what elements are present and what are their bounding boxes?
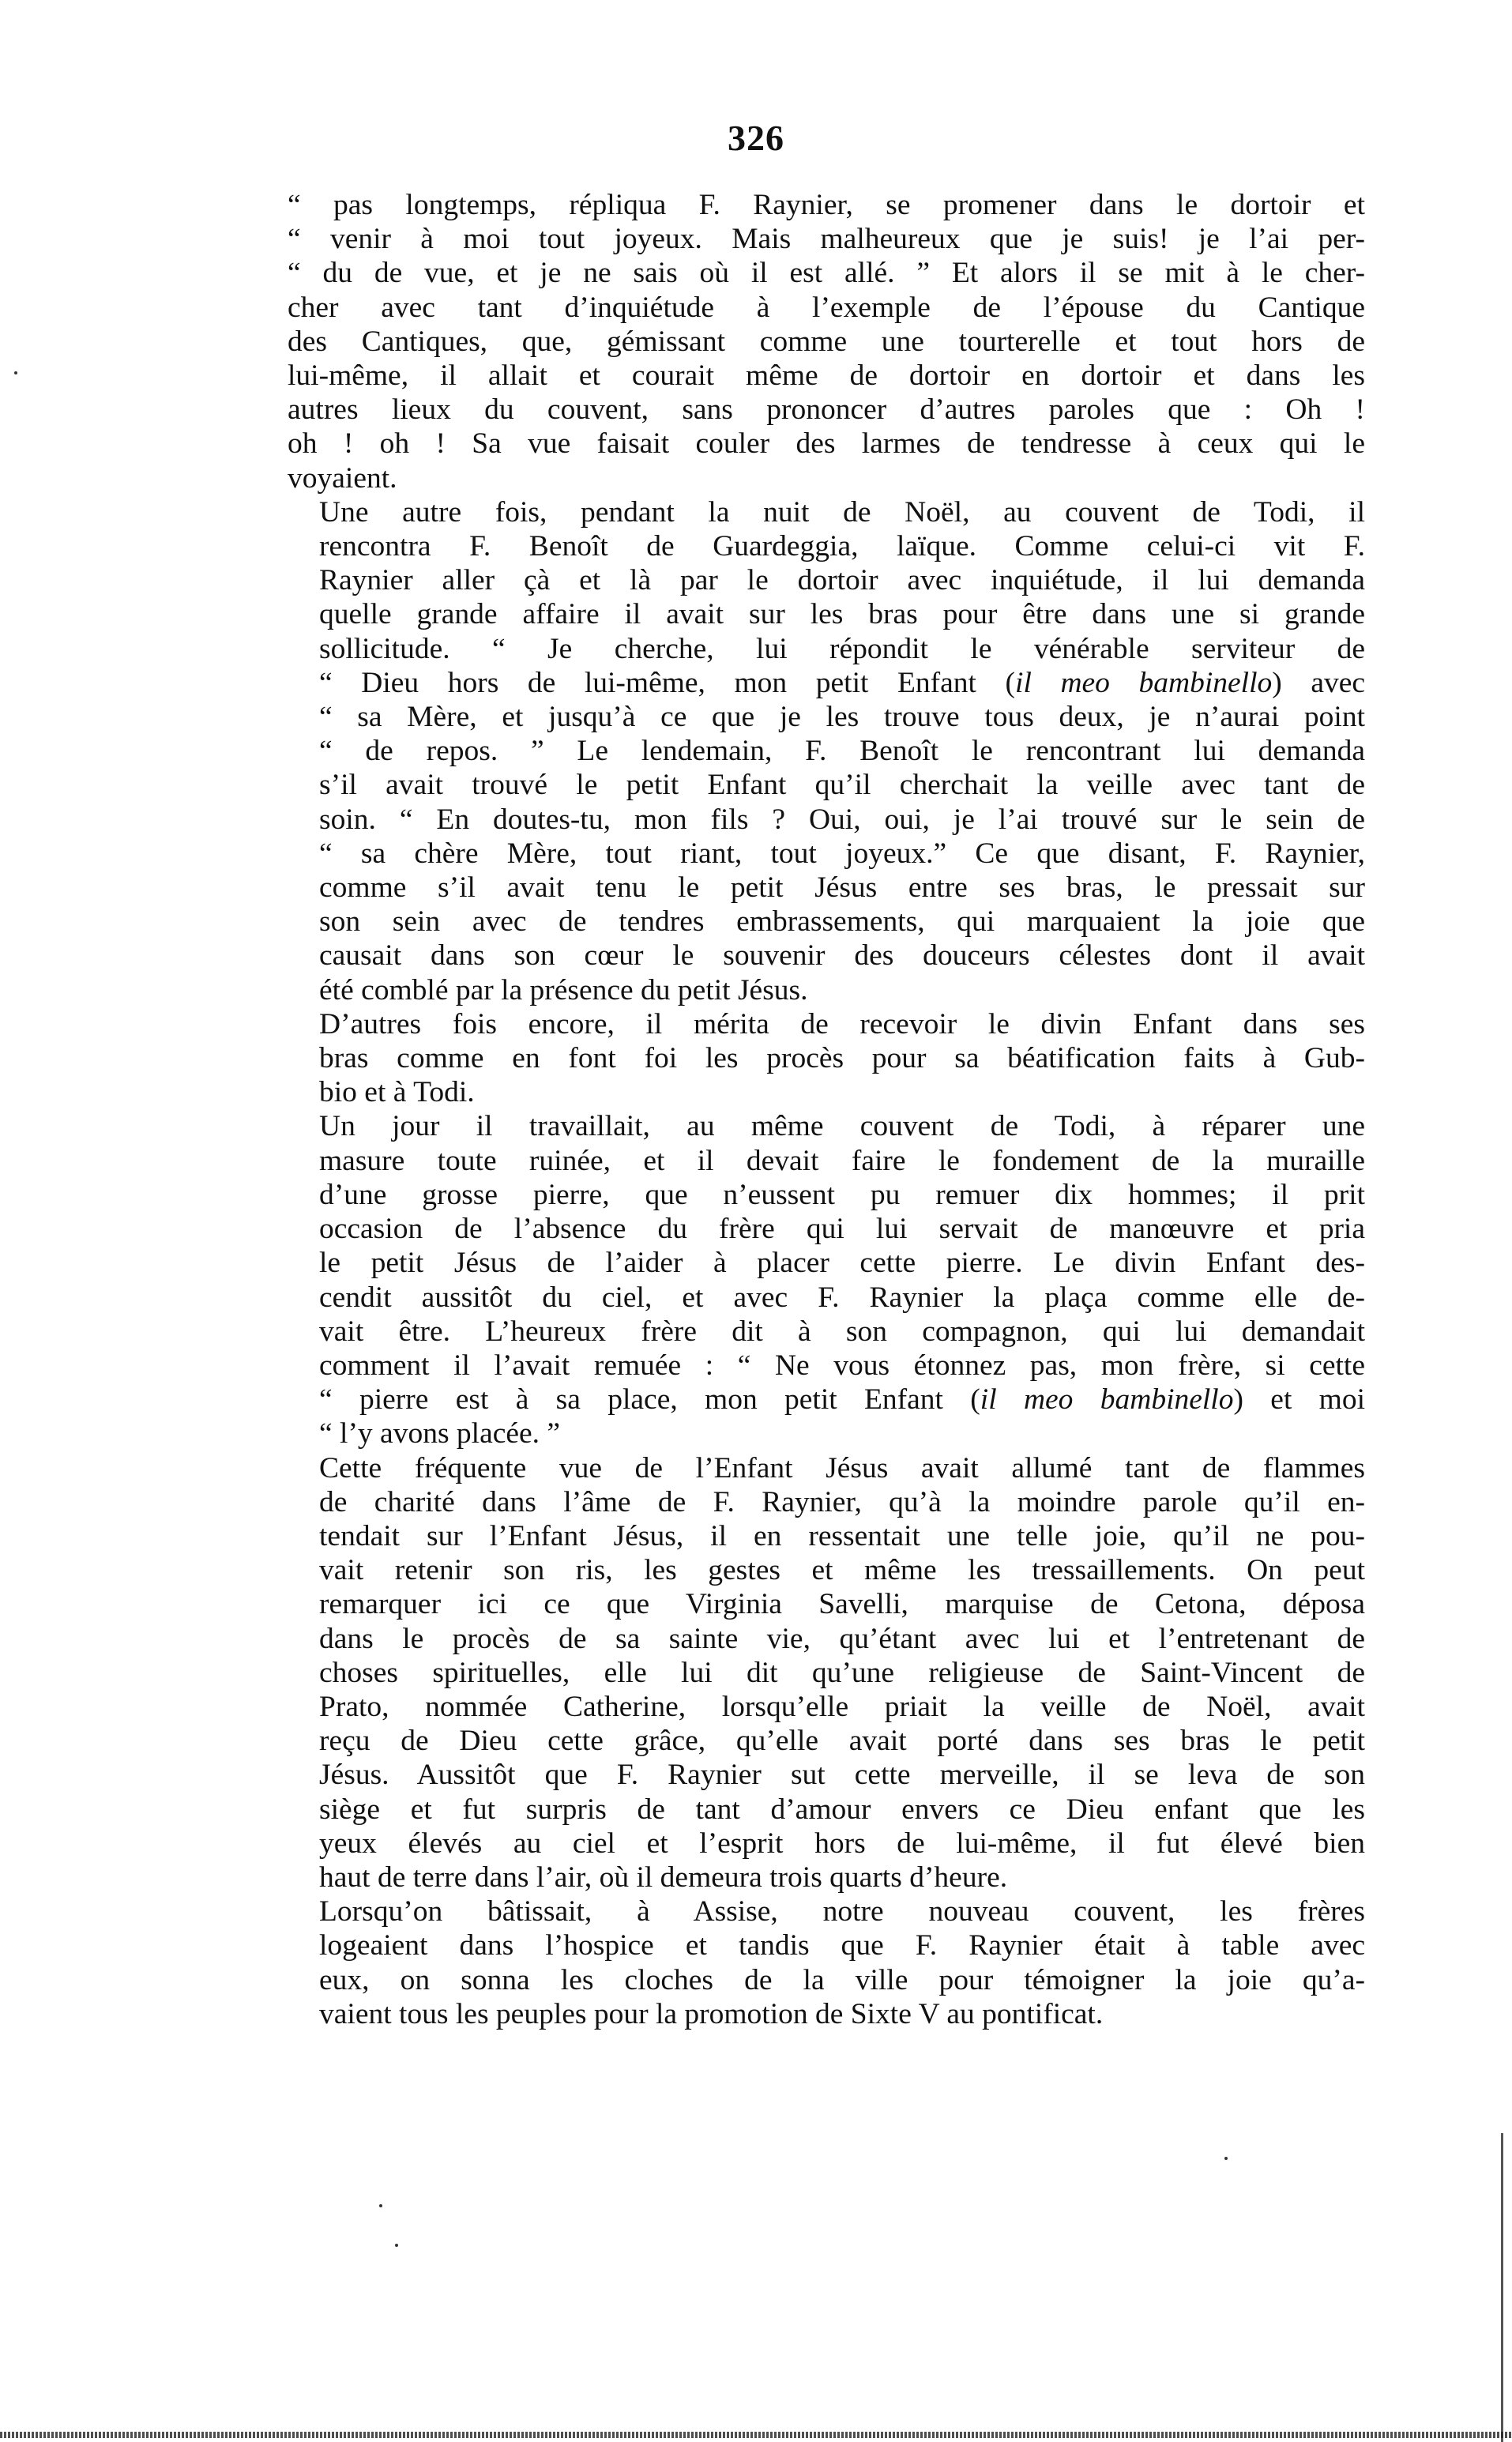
text-line: haut de terre dans l’air, où il demeura trois quarts d’heure. — [319, 1861, 1008, 1894]
text-line: “ sa Mère, et jusqu’à ce que je les trouve tous deux, je n’aurai point — [319, 701, 1365, 734]
text-line: quelle grande affaire il avait sur les bras pour être dans une si grande — [319, 598, 1365, 631]
text-line: Raynier aller çà et là par le dortoir avec inquiétude, il lui demanda — [319, 564, 1365, 597]
text-line: choses spirituelles, elle lui dit qu’une religieuse de Saint-Vincent de — [319, 1656, 1365, 1689]
text-line: s’il avait trouvé le petit Enfant qu’il cherchait la veille avec tant de — [319, 769, 1365, 802]
text-line: sollicitude. “ Je cherche, lui répondit le vénérable serviteur de — [319, 632, 1365, 665]
text-line: remarquer ici ce que Virginia Savelli, marquise de Cetona, déposa — [319, 1588, 1365, 1621]
text-line: “ pas longtemps, répliqua F. Raynier, se promener dans le dortoir et — [288, 189, 1365, 221]
text-line: Prato, nommée Catherine, lorsqu’elle priait la veille de Noël, avait — [319, 1690, 1365, 1723]
text-line: masure toute ruinée, et il devait faire le fondement de la muraille — [319, 1144, 1365, 1177]
text-line: oh ! oh ! Sa vue faisait couler des larmes de tendresse à ceux qui le — [288, 427, 1365, 461]
body-text — [288, 188, 1365, 2031]
paragraph — [288, 1109, 1365, 1451]
text-line: D’autres fois encore, il mérita de recevoir le divin Enfant dans ses — [319, 1007, 1365, 1040]
text-line: comment il l’avait remuée : “ Ne vous étonnez pas, mon frère, si cette — [319, 1349, 1365, 1382]
text-line: Cette fréquente vue de l’Enfant Jésus avait allumé tant de flammes — [319, 1451, 1365, 1484]
text-line: de charité dans l’âme de F. Raynier, qu’à la moindre parole qu’il en- — [319, 1485, 1365, 1518]
text-line: comme s’il avait tenu le petit Jésus entre ses bras, le pressait sur — [319, 871, 1365, 905]
text-line: Lorsqu’on bâtissait, à Assise, notre nouveau couvent, les frères — [319, 1895, 1365, 1928]
paragraph — [288, 1451, 1365, 1895]
page-number: 326 — [728, 118, 784, 158]
scan-bottom-edge — [0, 2432, 1512, 2438]
text-line: “ sa chère Mère, tout riant, tout joyeux.” Ce que disant, F. Raynier, — [319, 837, 1365, 870]
paragraph — [288, 188, 1365, 495]
text-line: occasion de l’absence du frère qui lui servait de manœuvre et pria — [319, 1213, 1365, 1246]
scan-speck — [379, 2204, 382, 2207]
text-line: siège et fut surpris de tant d’amour envers ce Dieu enfant que les — [319, 1793, 1365, 1826]
scan-speck — [395, 2244, 398, 2247]
text-line: autres lieux du couvent, sans prononcer d’autres paroles que : Oh ! — [288, 393, 1365, 427]
text-line: rencontra F. Benoît de Guardeggia, laïque. Comme celui-ci vit F. — [319, 530, 1365, 563]
text-line: “ venir à moi tout joyeux. Mais malheureux que je suis! je l’ai per- — [288, 223, 1365, 256]
text-line: bio et à Todi. — [319, 1076, 475, 1109]
scan-speck — [14, 371, 17, 374]
text-line: eux, on sonna les cloches de la ville pour témoigner la joie qu’a- — [319, 1963, 1365, 1996]
scan-edge-line — [1501, 2133, 1503, 2442]
text-line: vait être. L’heureux frère dit à son compagnon, qui lui demandait — [319, 1315, 1365, 1348]
text-line: le petit Jésus de l’aider à placer cette pierre. Le divin Enfant des- — [319, 1247, 1365, 1280]
text-line: voyaient. — [288, 461, 397, 495]
text-line: cher avec tant d’inquiétude à l’exemple de l’épouse du Cantique — [288, 291, 1365, 324]
scan-speck — [1224, 2157, 1228, 2160]
text-line: vaient tous les peuples pour la promotion de Sixte V au pontificat. — [319, 1997, 1104, 2030]
text-line: yeux élevés au ciel et l’esprit hors de lui-même, il fut élevé bien — [319, 1827, 1365, 1860]
text-line: logeaient dans l’hospice et tandis que F. Raynier était à table avec — [319, 1929, 1365, 1962]
text-line: causait dans son cœur le souvenir des douceurs célestes dont il avait — [319, 939, 1365, 973]
text-line: soin. “ En doutes-tu, mon fils ? Oui, oui, je l’ai trouvé sur le sein de — [319, 803, 1365, 836]
text-line: Une autre fois, pendant la nuit de Noël, au couvent de Todi, il — [319, 495, 1365, 529]
text-line: cendit aussitôt du ciel, et avec F. Raynier la plaça comme elle de- — [319, 1281, 1365, 1314]
text-line: Un jour il travaillait, au même couvent de Todi, à réparer une — [319, 1110, 1365, 1143]
text-line: son sein avec de tendres embrassements, qui marquaient la joie que — [319, 905, 1365, 939]
text-line: été comblé par la présence du petit Jésus. — [319, 973, 808, 1007]
paragraph — [288, 1895, 1365, 2031]
text-line: “ Dieu hors de lui-même, mon petit Enfant (il meo bambinello) avec — [319, 666, 1366, 699]
text-line: d’une grosse pierre, que n’eussent pu remuer dix hommes; il prit — [319, 1178, 1365, 1211]
text-line: Jésus. Aussitôt que F. Raynier sut cette merveille, il se leva de son — [319, 1759, 1365, 1792]
text-line: des Cantiques, que, gémissant comme une tourterelle et tout hors de — [288, 325, 1365, 358]
text-line: lui-même, il allait et courait même de dortoir en dortoir et dans les — [288, 359, 1365, 393]
paragraph — [288, 495, 1365, 1007]
text-line: vait retenir son ris, les gestes et même les tressaillements. On peut — [319, 1554, 1365, 1587]
text-line: “ pierre est à sa place, mon petit Enfant (il meo bambinello) et moi — [319, 1383, 1366, 1417]
text-line: “ l’y avons placée. ” — [319, 1417, 561, 1451]
text-line: bras comme en font foi les procès pour sa béatification faits à Gub- — [319, 1042, 1365, 1075]
text-line: dans le procès de sa sainte vie, qu’étant avec lui et l’entretenant de — [319, 1622, 1365, 1655]
text-line: “ de repos. ” Le lendemain, F. Benoît le rencontrant lui demanda — [319, 735, 1365, 768]
text-line: reçu de Dieu cette grâce, qu’elle avait porté dans ses bras le petit — [319, 1725, 1365, 1758]
text-line: tendait sur l’Enfant Jésus, il en ressentait une telle joie, qu’il ne pou- — [319, 1519, 1365, 1552]
text-line: “ du de vue, et je ne sais où il est allé. ” Et alors il se mit à le cher- — [288, 257, 1365, 290]
paragraph — [288, 1007, 1365, 1110]
